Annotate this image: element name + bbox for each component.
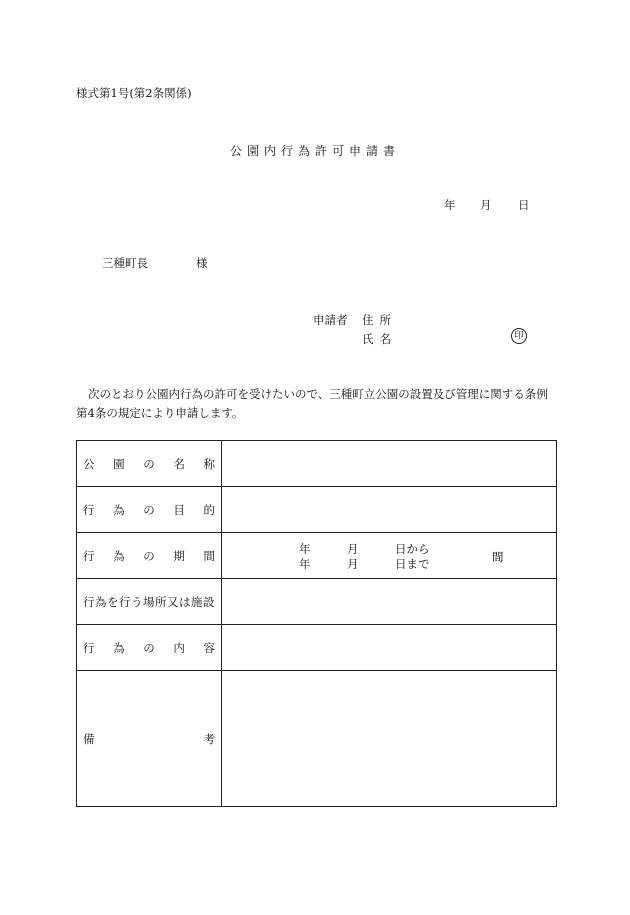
label-char: 的 [203,502,215,517]
label-period-text [77,548,221,564]
period-to-year: 年 [299,557,311,571]
row-park-name [77,441,557,487]
label-char: 為 [113,548,125,563]
label-char: 内 [173,640,185,655]
label-remarks-text [77,731,221,747]
period-to-month: 月 [347,557,359,571]
applicant-label: 申請者 [313,313,348,327]
period-from-month: 月 [347,542,359,556]
field-park-name[interactable] [222,441,557,487]
row-purpose [77,487,557,533]
row-content [77,625,557,671]
label-char: 間 [203,548,215,563]
application-table [76,440,557,807]
label-period [77,533,222,579]
date-year: 年 [444,198,456,212]
label-char: の [143,502,155,517]
field-content[interactable] [222,625,557,671]
row-remarks [77,671,557,807]
label-char: 期 [173,548,185,563]
document-title: 公園内行為許可申請書 [229,144,400,158]
label-place [77,579,222,625]
address-label: 住所 [362,313,397,327]
row-place [77,579,557,625]
period-days: 間 [492,550,504,564]
label-char: 称 [203,456,215,471]
label-char: 備 [83,731,95,746]
addressee-name: 三種町長 [102,256,148,270]
period-line-from [299,541,430,557]
field-purpose[interactable] [222,487,557,533]
label-char: の [143,548,155,563]
label-char: 為 [113,640,125,655]
label-char: の [143,456,155,471]
date-line [444,197,530,213]
label-char: 行 [83,640,95,655]
label-char: 為 [113,502,125,517]
name-label: 氏名 [362,332,397,346]
period-from-year: 年 [299,542,311,556]
label-purpose-text [77,502,221,518]
field-period[interactable] [222,533,557,579]
label-char: 容 [203,640,215,655]
date-month: 月 [480,198,492,212]
label-char: 目 [173,502,185,517]
addressee-honorific: 様 [196,256,208,270]
label-char: 考 [203,731,215,746]
label-char: 名 [173,456,185,471]
label-content-text [77,640,221,656]
label-char: 行 [83,548,95,563]
label-char: 園 [113,456,125,471]
label-purpose [77,487,222,533]
period-line-to [299,556,430,572]
form-id: 様式第1号(第2条関係) [76,86,192,100]
label-char: 行 [83,502,95,517]
label-char: の [143,640,155,655]
date-day: 日 [518,198,530,212]
seal-mark: 印 [511,328,527,344]
row-period [77,533,557,579]
label-place-text: 行為を行う場所又は施設 [83,594,215,609]
field-remarks[interactable] [222,671,557,807]
label-content [77,625,222,671]
label-remarks [77,671,222,807]
field-place[interactable] [222,579,557,625]
body-text: 次のとおり公園内行為の許可を受けたいので、三種町立公園の設置及び管理に関する条例第4条の規定により申請します。 [76,387,548,420]
period-from-day: 日から [395,542,430,556]
label-park-name [77,441,222,487]
label-char: 公 [83,456,95,471]
period-to-day: 日まで [395,557,430,571]
label-park-name-text [77,456,221,472]
